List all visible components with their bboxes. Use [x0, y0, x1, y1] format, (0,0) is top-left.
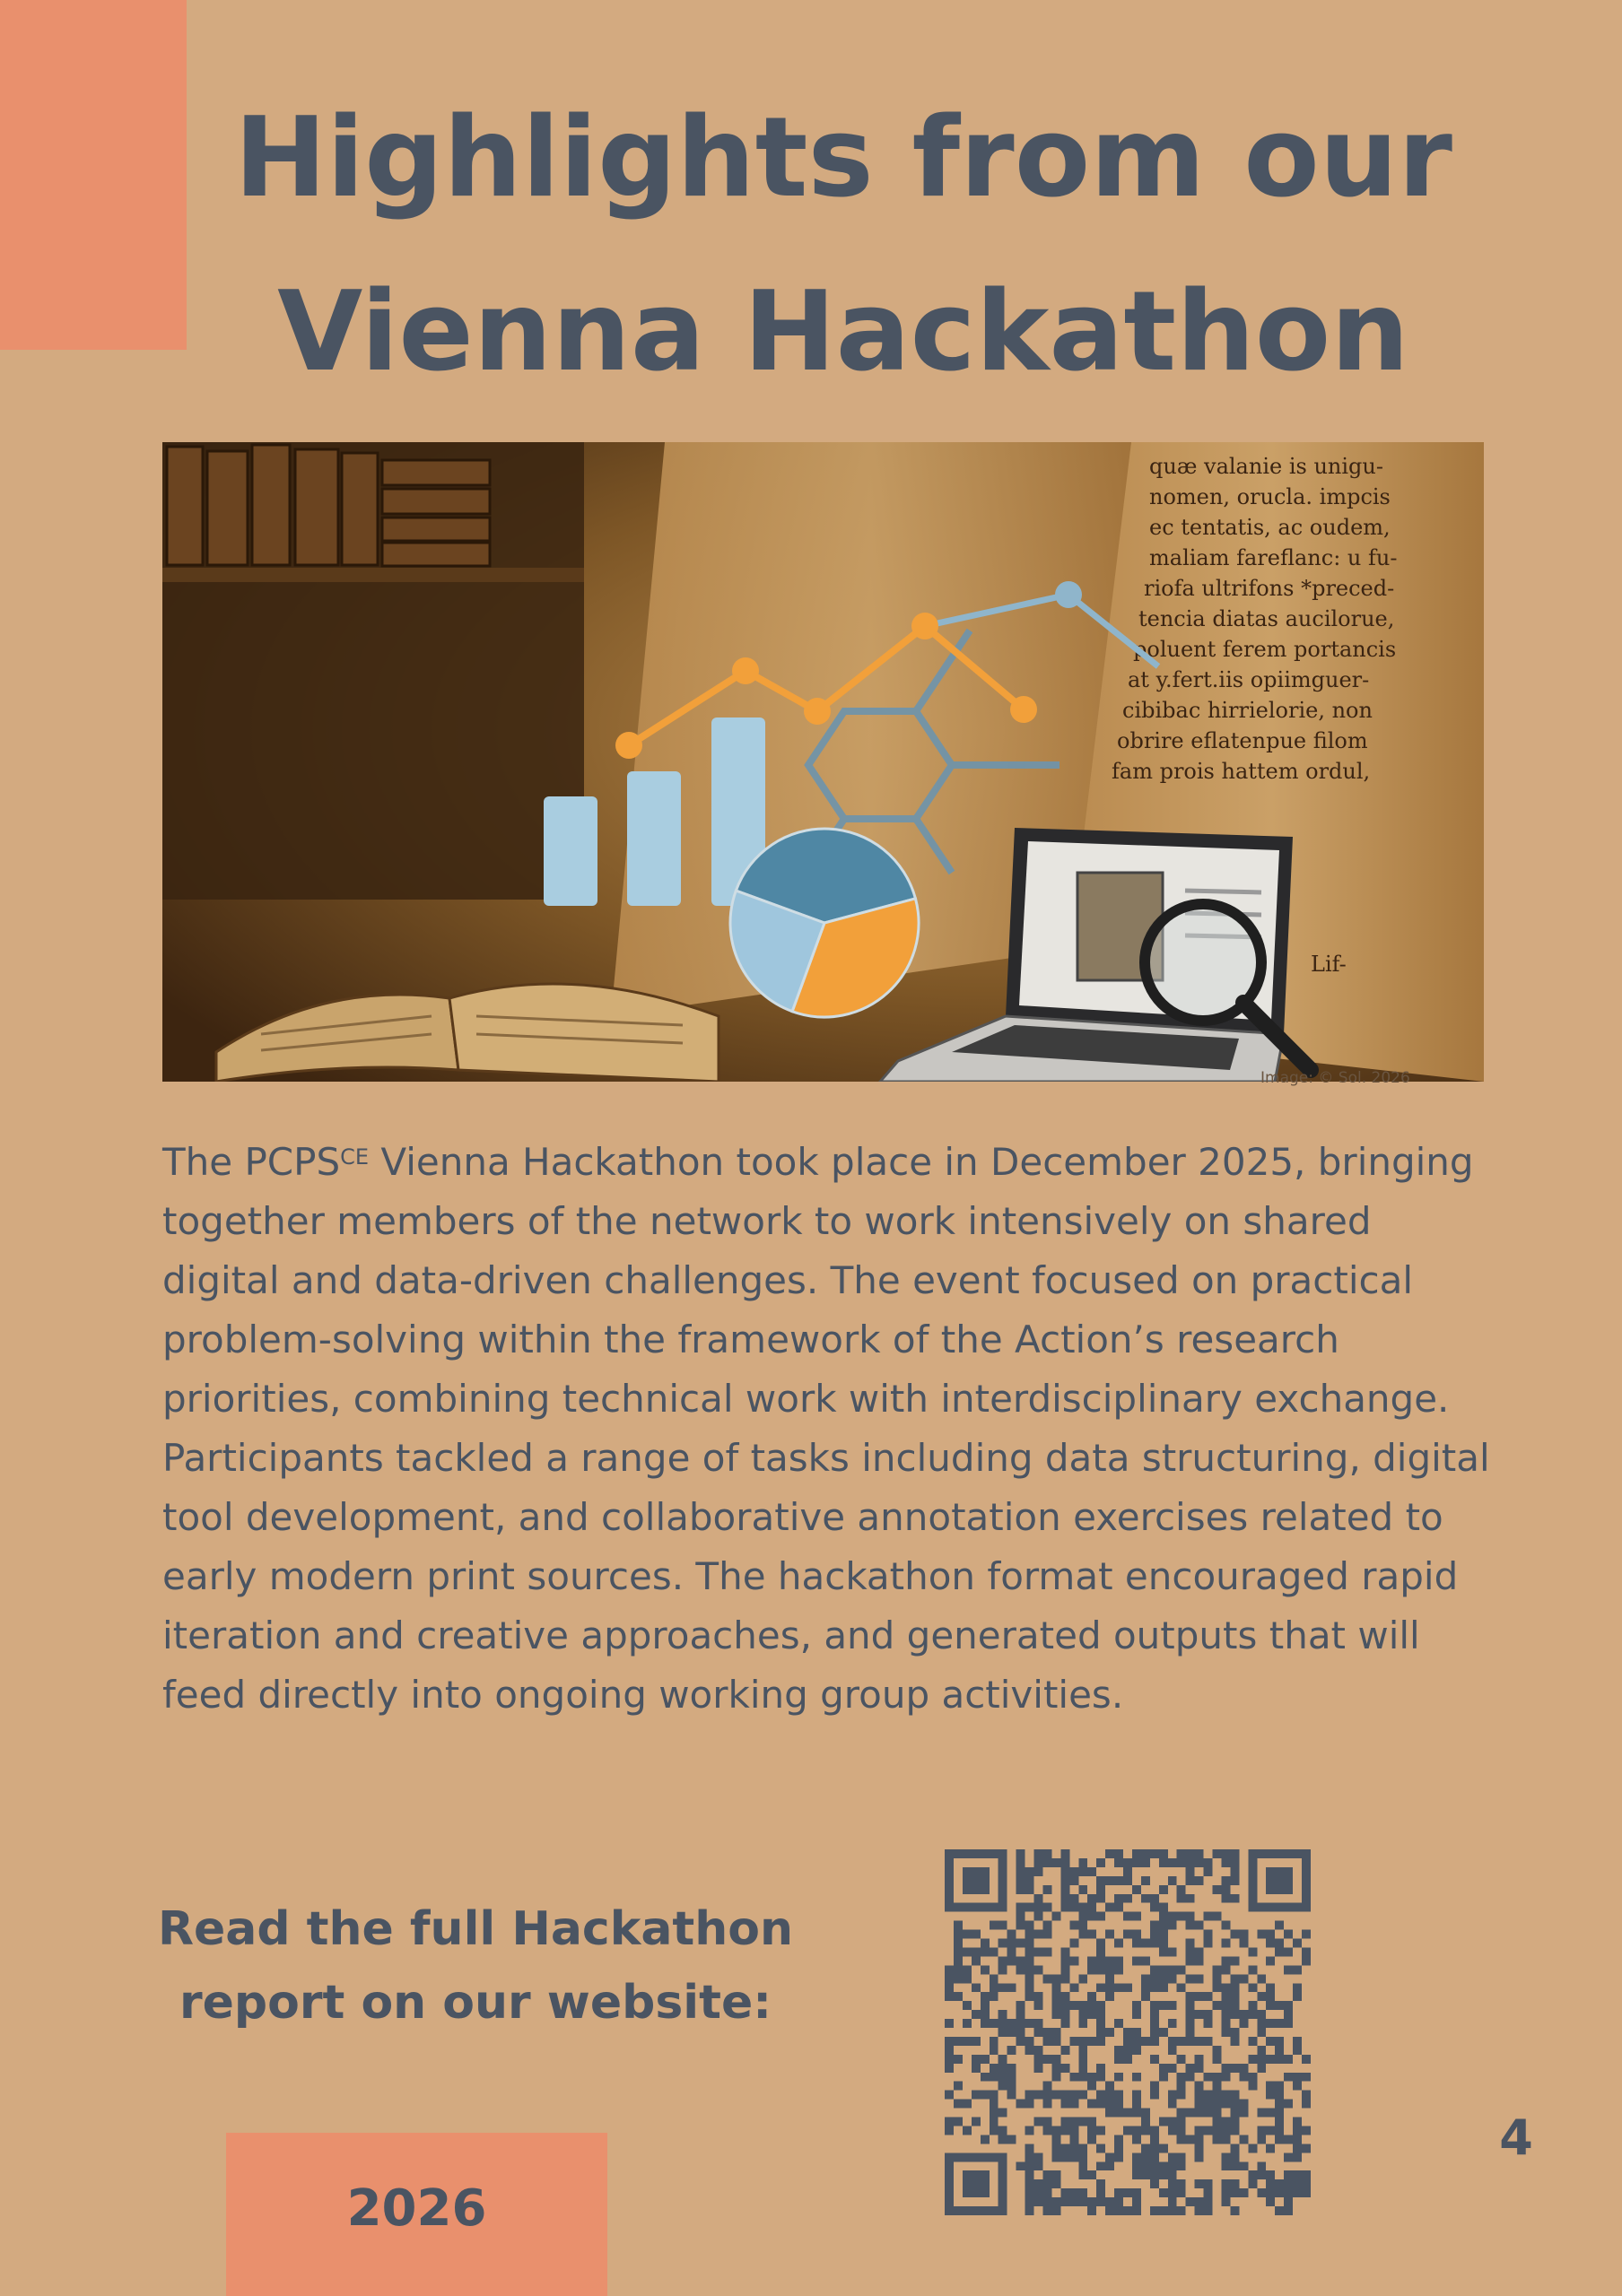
hero-illustration — [162, 442, 1484, 1082]
page-number: 4 — [1499, 2109, 1533, 2166]
corner-accent-block — [0, 0, 187, 350]
book-text-line: fam prois hattem ordul, — [1112, 759, 1371, 784]
book-text-line: obrire eflatenpue filom — [1117, 728, 1368, 753]
title-line-2: Vienna Hackathon — [277, 268, 1409, 396]
trend-point — [1055, 581, 1082, 608]
year-label: 2026 — [346, 2179, 487, 2238]
book-text-line: tencia diatas aucilorue, — [1138, 606, 1395, 631]
page-title — [161, 72, 1525, 420]
para1-text: Vienna Hackathon took place in December 2025, bringing together members of the network to work intensively on shared digital and data-driven challenges. The event focused on practical problem-solving within the framework of the Action’s research priorities, combining technical work with interdisciplinary exchange. — [162, 1140, 1474, 1421]
book-text-line: at y.fert.iis opiimguer- — [1128, 667, 1370, 692]
title-line-1: Highlights from our — [234, 94, 1452, 222]
cta-line-2: report on our website: — [179, 1976, 772, 2030]
book-text-line: ec tentatis, ac oudem, — [1149, 515, 1391, 540]
book-text-line: riofa ultrifons *preced- — [1144, 576, 1395, 601]
qr-code[interactable] — [945, 1849, 1311, 2215]
book-text-line: Lif- — [1311, 952, 1347, 977]
book-text-line: maliam fareflanc: u fu- — [1149, 545, 1398, 570]
book-text-line: nomen, orucla. impcis — [1149, 484, 1391, 509]
trend-point — [732, 657, 759, 684]
book-text-line: quæ valanie is unigu- — [1149, 454, 1383, 479]
website-cta — [144, 1892, 807, 2039]
para1-prefix: The PCPS — [162, 1140, 341, 1184]
trend-point — [1010, 696, 1037, 723]
qr-finder-inner — [963, 2170, 990, 2197]
trend-point — [804, 698, 831, 725]
paragraph-1 — [162, 1133, 1490, 1429]
book-text-line: poluent ferem portancis — [1133, 637, 1397, 662]
trend-point — [911, 613, 938, 639]
qr-finder-inner — [1266, 1867, 1293, 1894]
year-block — [226, 2133, 607, 2296]
trend-point — [615, 732, 642, 759]
cta-line-1: Read the full Hackathon — [157, 1902, 794, 1956]
chart-bar — [544, 796, 597, 906]
para1-superscript: CE — [340, 1144, 370, 1170]
article-body — [162, 1133, 1490, 1725]
pie-chart-graphic — [730, 829, 919, 1017]
paragraph-2: Participants tackled a range of tasks including data structuring, digital tool development, and collaborative annotation exercises related to early modern print sources. The hackathon format encouraged rapid iteration and creative approaches, and generated outputs that will feed directly into ongoing working group activities. — [162, 1436, 1490, 1717]
qr-finder-inner — [963, 1867, 990, 1894]
image-credit: Image: © Sol. 2026 — [1260, 1069, 1410, 1087]
chart-bar — [627, 771, 681, 906]
book-text-line: cibibac hirrielorie, non — [1122, 698, 1373, 723]
